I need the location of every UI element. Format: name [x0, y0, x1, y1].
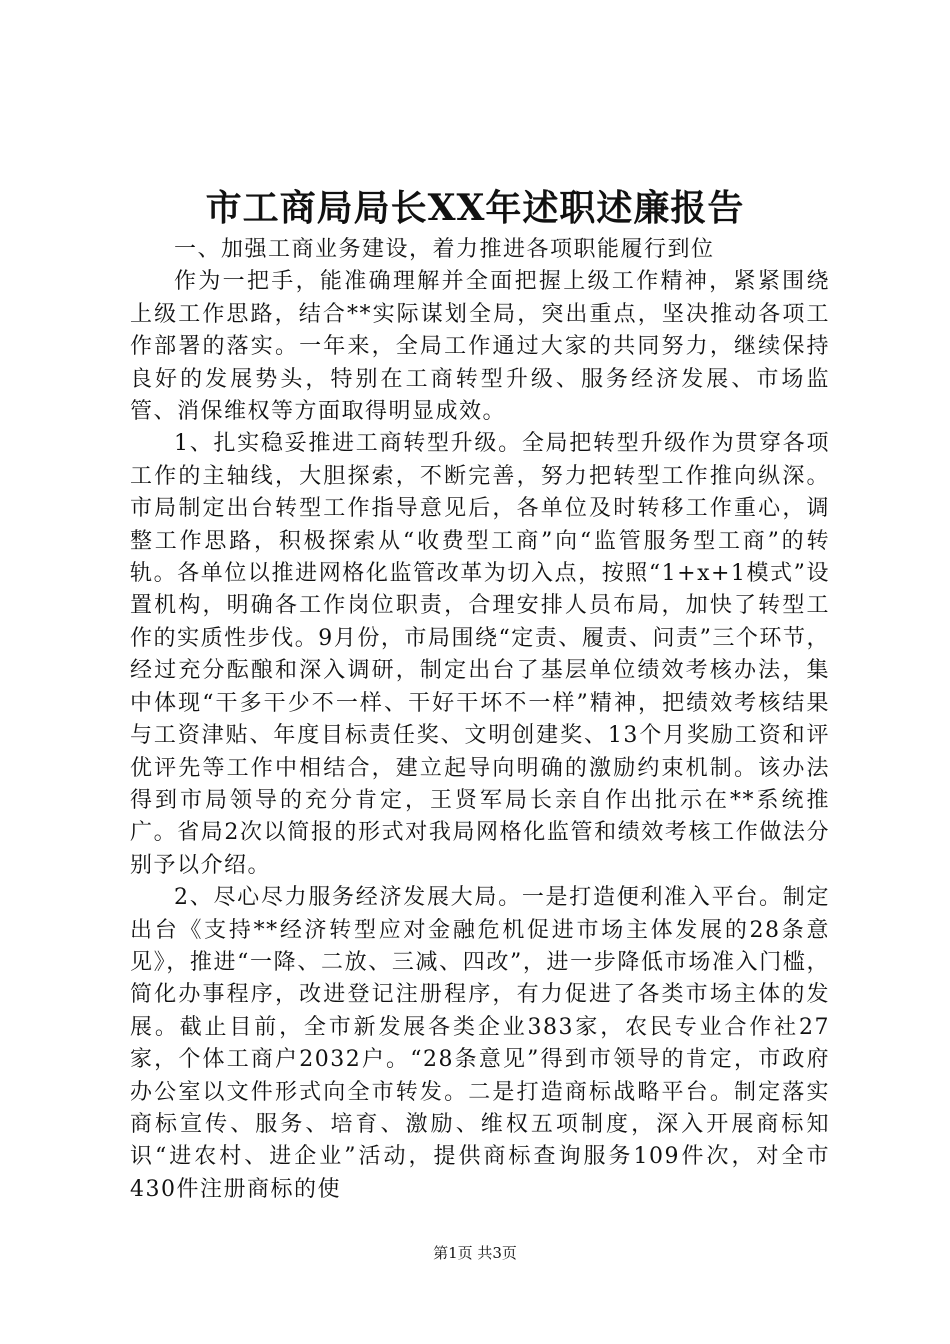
- document-title: 市工商局局长XX年述职述廉报告: [205, 187, 745, 229]
- page-number-footer: 第1页 共3页: [433, 1244, 517, 1262]
- body-paragraph: 2、尽心尽力服务经济发展大局。一是打造便利准入平台。制定出台《支持**经济转型应对金融危机促进市场主体发展的28条意见》，推进“一降、二放、三减、四改”，进一步降低市场准入门槛，简化办事程序，改进登记注册程序，有力促进了各类市场主体的发展。截止目前，全市新发展各类企业383家，农民专业合作社27家，个体工商户2032户。“28条意见”得到市领导的肯定，市政府办公室以文件形式向全市转发。二是打造商标战略平台。制定落实商标宣传、服务、培育、激励、维权五项制度，深入开展商标知识“进农村、进企业”活动，提供商标查询服务109件次，对全市430件注册商标的使: [130, 885, 830, 1202]
- body-paragraph: 作为一把手，能准确理解并全面把握上级工作精神，紧紧围绕上级工作思路，结合**实际谋划全局，突出重点，坚决推动各项工作部署的落实。一年来，全局工作通过大家的共同努力，继续保持良好的发展势头，特别在工商转型升级、服务经济发展、市场监管、消保维权等方面取得明显成效。: [130, 269, 830, 425]
- document-body: [130, 234, 830, 1206]
- body-paragraph: 1、扎实稳妥推进工商转型升级。全局把转型升级作为贯穿各项工作的主轴线，大胆探索，不断完善，努力把转型工作推向纵深。市局制定出台转型工作指导意见后，各单位及时转移工作重心，调整工作思路，积极探索从“收费型工商”向“监管服务型工商”的转轨。各单位以推进网格化监管改革为切入点，按照“1+x+1模式”设置机构，明确各工作岗位职责，合理安排人员布局，加快了转型工作的实质性步伐。9月份，市局围绕“定责、履责、问责”三个环节，经过充分酝酿和深入调研，制定出台了基层单位绩效考核办法，集中体现“干多干少不一样、干好干坏不一样”精神，把绩效考核结果与工资津贴、年度目标责任奖、文明创建奖、13个月奖励工资和评优评先等工作中相结合，建立起导向明确的激励约束机制。该办法得到市局领导的充分肯定，王贤军局长亲自作出批示在**系统推广。省局2次以简报的形式对我局网格化监管和绩效考核工作做法分别予以介绍。: [130, 431, 830, 878]
- section-heading: 一、加强工商业务建设，着力推进各项职能履行到位: [174, 237, 715, 262]
